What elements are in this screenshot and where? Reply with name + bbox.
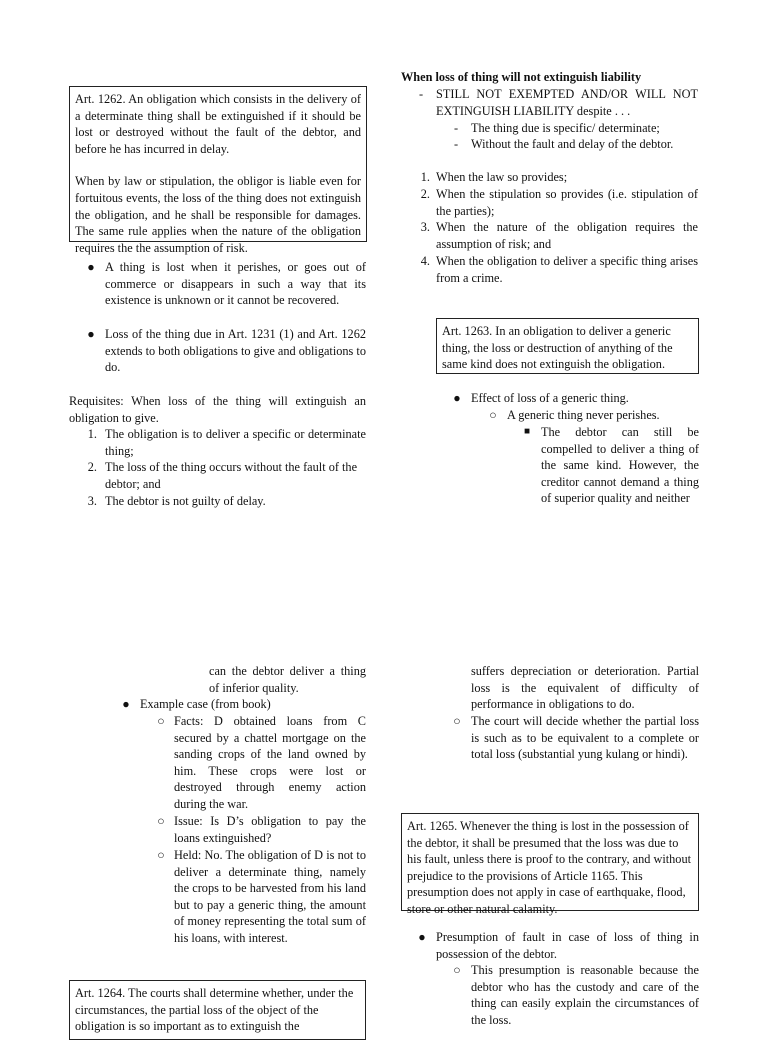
exception-item: When the law so provides; — [436, 170, 568, 184]
presumption-reason: This presumption is reasonable because the debtor who has the custody and care of the thing can easily explain the circumstances of the loss. — [471, 963, 699, 1027]
exception-item: When the stipulation so provides (i.e. stipulation of the parties); — [436, 187, 698, 218]
list-number: 4. — [420, 254, 430, 268]
section-heading: When loss of thing will not extinguish liability — [401, 70, 642, 84]
case-facts: Facts: D obtained loans from C secured by a chattel mortgage on the sanding crops of the land owned by him. These crops were lost or destroyed through enemy action during the war. — [174, 714, 366, 811]
list-number: 1. — [420, 170, 430, 184]
art-1262-para-1: Art. 1262. An obligation which consists in the delivery of a determinate thing shall be extinguished if it should be lost or destroyed without the fault of the debtor, and before he has incurred in delay. — [75, 92, 361, 156]
list-item-loss-scope: Loss of the thing due in Art. 1231 (1) and Art. 1262 extends to both obligations to give and obligations to do. — [105, 327, 366, 375]
list-number: 3. — [87, 494, 97, 508]
art-1262-box — [69, 86, 367, 255]
circle-bullet-icon: ○ — [453, 714, 461, 728]
bullet-icon: ● — [453, 391, 461, 405]
example-case: Example case (from book) — [140, 697, 271, 711]
art-1265-box: Art. 1265. Whenever the thing is lost in the possession of the debtor, it shall be presumed that the loss was due to his fault, unless there is proof to the contrary, and without prejudice to the provisions of Article 1165. This presumption does not apply in case of earthquake, flood, store or other natural calamity. — [401, 813, 699, 911]
requisite-item: The obligation is to deliver a specific or determinate thing; — [105, 427, 366, 458]
circle-bullet-icon: ○ — [489, 408, 497, 422]
case-held: Held: No. The obligation of D is not to deliver a determinate thing, namely the crops to be harvested from his land but to pay a generic thing, the amount of money representing the total sum of his loans, with interest. — [174, 848, 366, 945]
circle-bullet-icon: ○ — [453, 963, 461, 977]
circle-bullet-icon: ○ — [157, 848, 165, 862]
list-number: 3. — [420, 220, 430, 234]
exception-item: When the obligation to deliver a specific thing arises from a crime. — [436, 254, 698, 285]
effect-generic-loss: Effect of loss of a generic thing. — [471, 391, 629, 405]
circle-bullet-icon: ○ — [157, 714, 165, 728]
art-1264-box — [69, 980, 366, 1040]
art-1262-para-2: When by law or stipulation, the obligor is liable even for fortuitous events, the loss of the thing does not extinguish the obligation, and he shall be responsible for damages. The same rule applies when the nature of the obligation requires the the assumption of risk. — [75, 174, 361, 255]
dash-marker: - — [419, 87, 424, 101]
art-1263-box: Art. 1263. In an obligation to deliver a generic thing, the loss or destruction of anything of the same kind does not extinguish the obligation. — [436, 318, 699, 374]
list-number: 2. — [420, 187, 430, 201]
sub-condition: The thing due is specific/ determinate; — [471, 121, 660, 135]
art-1264-text: Art. 1264. The courts shall determine whether, under the circumstances, the partial loss of the object of the obligation is so important as to extinguish the — [75, 986, 354, 1034]
requisite-item: The debtor is not guilty of delay. — [105, 494, 266, 508]
liability-statement: STILL NOT EXEMPTED AND/OR WILL NOT EXTINGUISH LIABILITY despite . . . — [436, 87, 698, 118]
dash-marker: - — [454, 121, 459, 135]
list-item-thing-lost: A thing is lost when it perishes, or goes out of commerce or disappears in such a way that its existence is unknown or it cannot be recovered. — [105, 260, 366, 308]
debtor-compelled-text: The debtor can still be compelled to deliver a thing of the same kind. However, the creditor cannot demand a thing of superior quality and neither — [541, 425, 699, 506]
exception-item: When the nature of the obligation requires the assumption of risk; and — [436, 220, 698, 251]
requisite-item: The loss of the thing occurs without the fault of the debtor; and — [105, 460, 358, 491]
square-bullet-icon: ■ — [523, 426, 531, 437]
requisites-intro: Requisites: When loss of the thing will extinguish an obligation to give. — [69, 394, 366, 425]
bullet-icon: ● — [87, 327, 95, 341]
partial-loss-continuation: suffers depreciation or deterioration. Partial loss is the equivalent of difficulty of performance in obligations to do. — [471, 664, 699, 712]
bullet-icon: ● — [122, 697, 130, 711]
sub-condition: Without the fault and delay of the debtor. — [471, 137, 674, 151]
bullet-icon: ● — [418, 930, 426, 944]
generic-never-perishes: A generic thing never perishes. — [507, 408, 660, 422]
court-decision: The court will decide whether the partial loss is such as to be equivalent to a complete or total loss (substantial yung kulang or hindi). — [471, 714, 699, 762]
list-number: 2. — [87, 460, 97, 474]
continuation-inferior-quality: can the debtor deliver a thing of inferior quality. — [209, 664, 366, 695]
circle-bullet-icon: ○ — [157, 814, 165, 828]
bullet-icon: ● — [87, 260, 95, 274]
dash-marker: - — [454, 137, 459, 151]
presumption-of-fault: Presumption of fault in case of loss of thing in possession of the debtor. — [436, 930, 699, 961]
list-number: 1. — [87, 427, 97, 441]
case-issue: Issue: Is D’s obligation to pay the loans extinguished? — [174, 814, 366, 845]
